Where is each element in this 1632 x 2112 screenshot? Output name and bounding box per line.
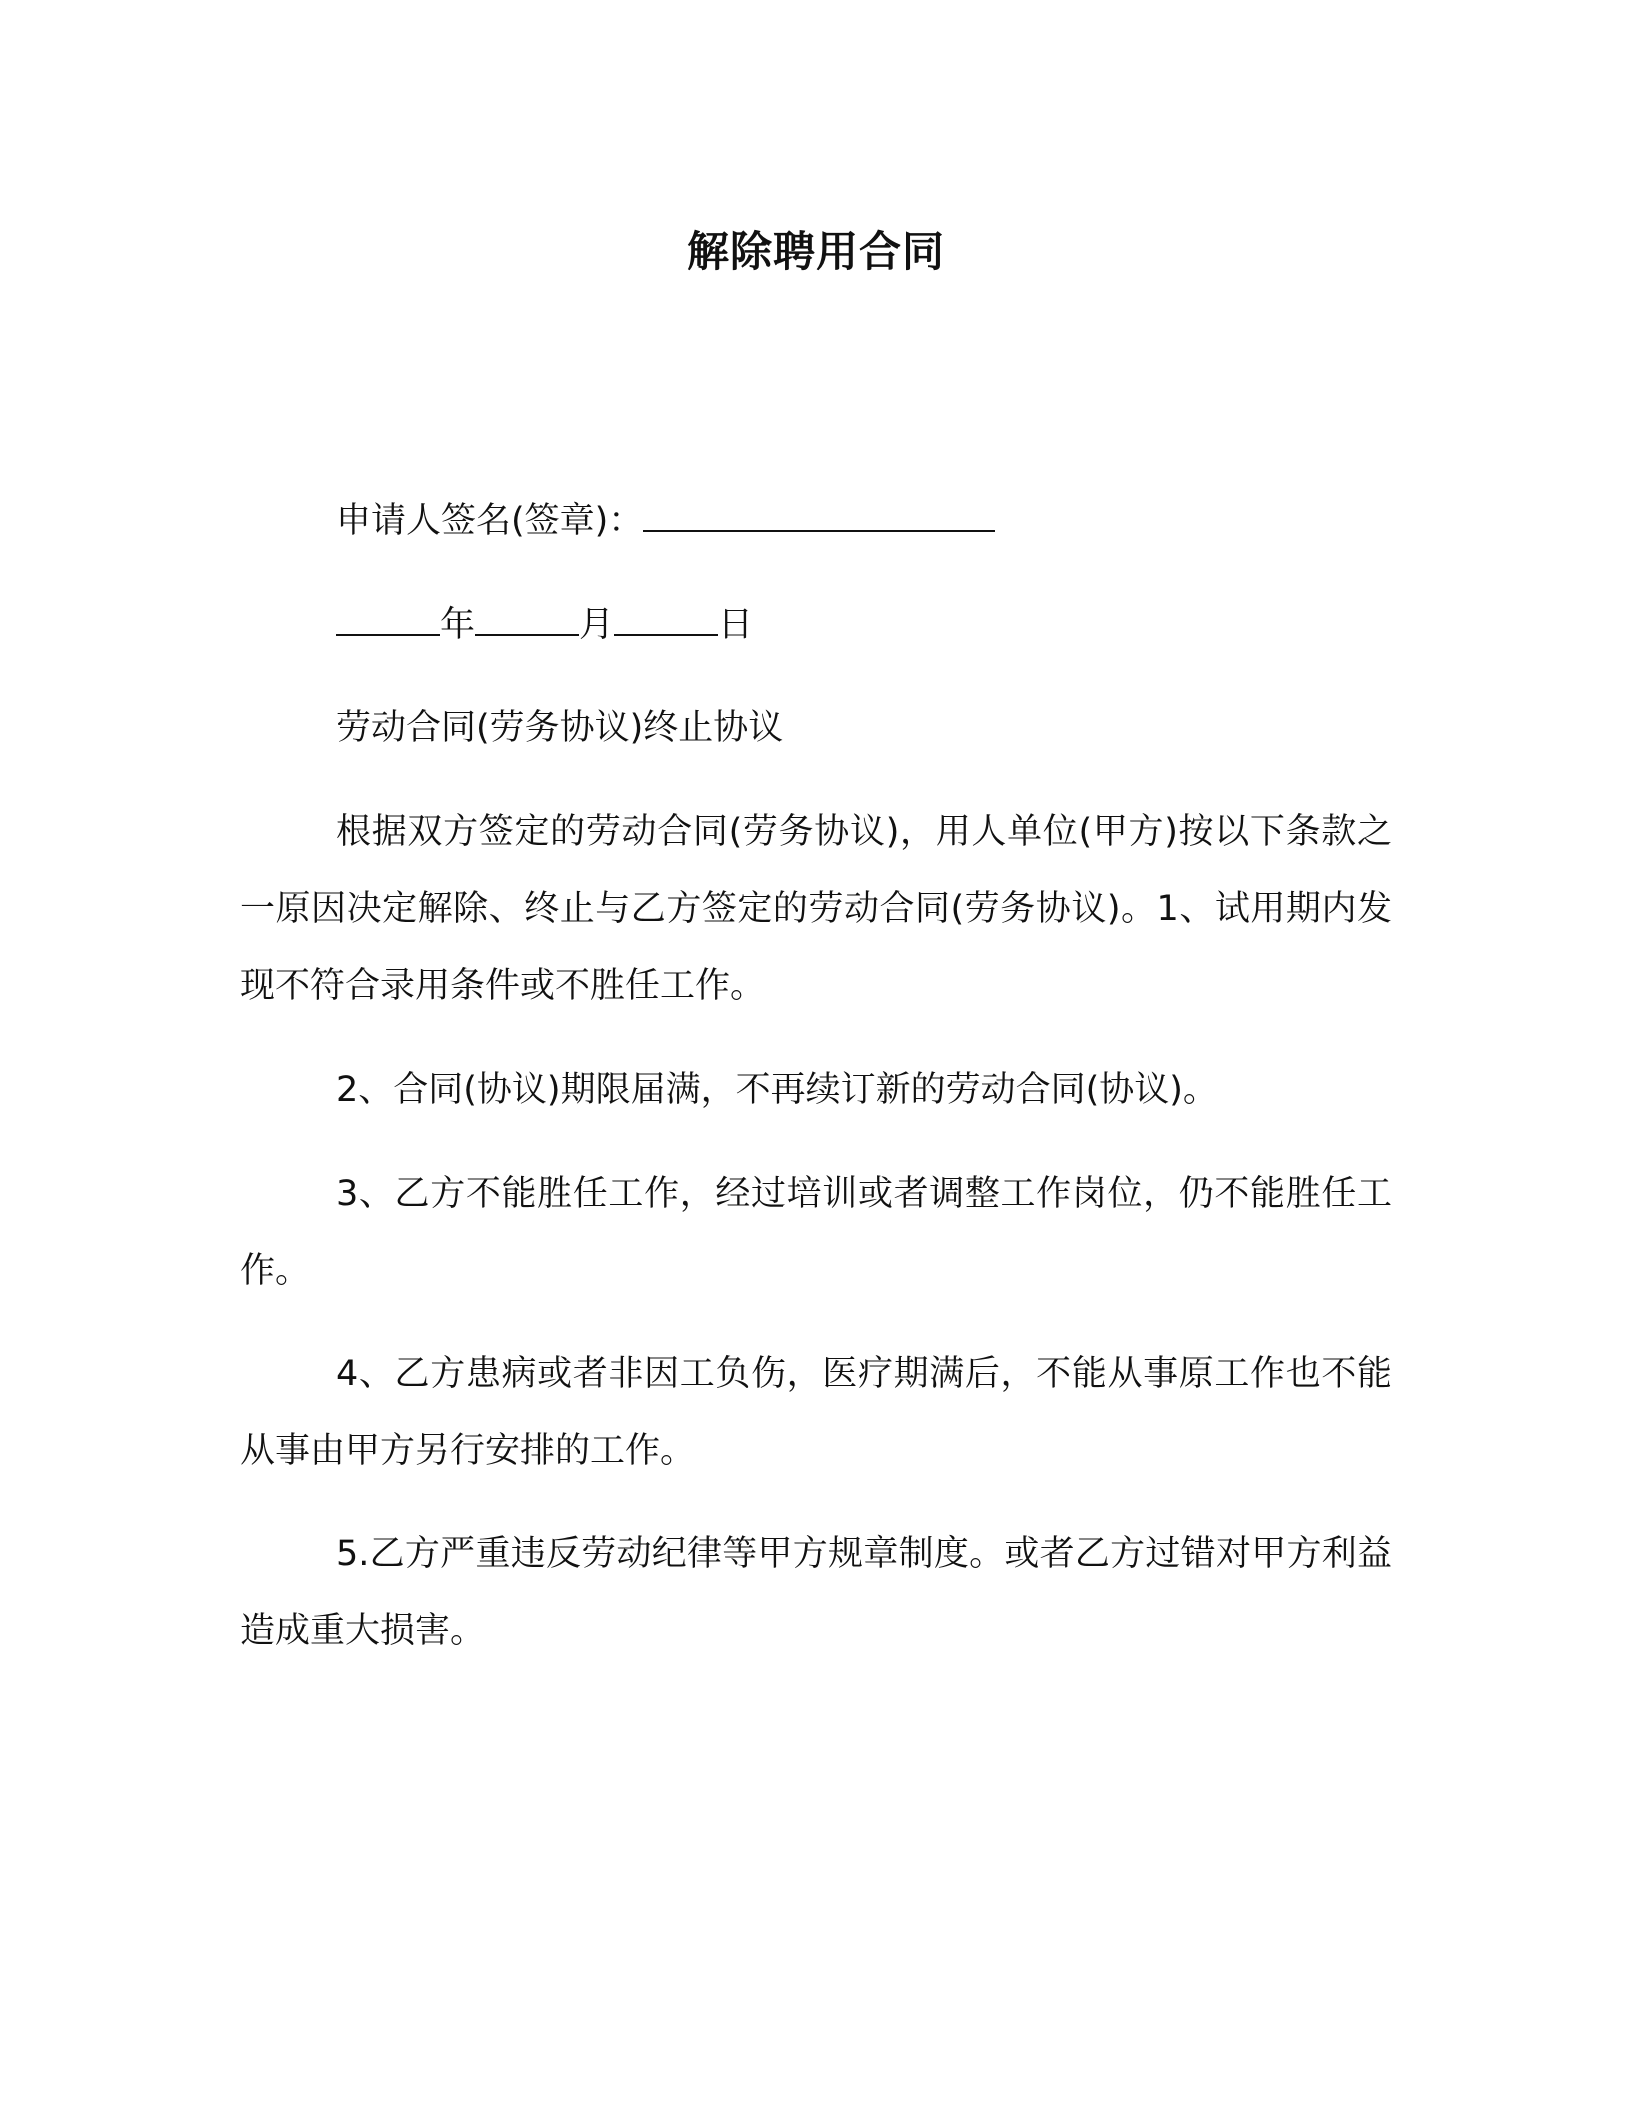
day-blank[interactable]: [614, 600, 718, 636]
paragraph-1: 根据双方签定的劳动合同(劳务协议)，用人单位(甲方)按以下条款之一原因决定解除、终止与乙方签定的劳动合同(劳务协议)。1、试用期内发现不符合录用条件或不胜任工作。: [240, 812, 1392, 1006]
month-label: 月: [579, 605, 615, 645]
day-label: 日: [718, 605, 754, 645]
paragraph-2: 2、合同(协议)期限届满，不再续订新的劳动合同(协议)。: [336, 1070, 1218, 1110]
signature-blank[interactable]: [643, 496, 995, 532]
document-title: 解除聘用合同: [686, 227, 945, 276]
paragraph-3: 3、乙方不能胜任工作，经过培训或者调整工作岗位，仍不能胜任工作。: [240, 1174, 1392, 1291]
year-blank[interactable]: [336, 600, 440, 636]
month-blank[interactable]: [475, 600, 579, 636]
subtitle: 劳动合同(劳务协议)终止协议: [336, 708, 784, 748]
signature-line: [336, 496, 995, 545]
paragraph-4: 4、乙方患病或者非因工负伤，医疗期满后，不能从事原工作也不能从事由甲方另行安排的工作。: [240, 1354, 1392, 1471]
signature-label: 申请人签名(签章)：: [336, 501, 644, 541]
year-label: 年: [440, 605, 476, 645]
paragraph-5: 5.乙方严重违反劳动纪律等甲方规章制度。或者乙方过错对甲方利益造成重大损害。: [240, 1534, 1392, 1651]
date-line: [336, 600, 753, 649]
